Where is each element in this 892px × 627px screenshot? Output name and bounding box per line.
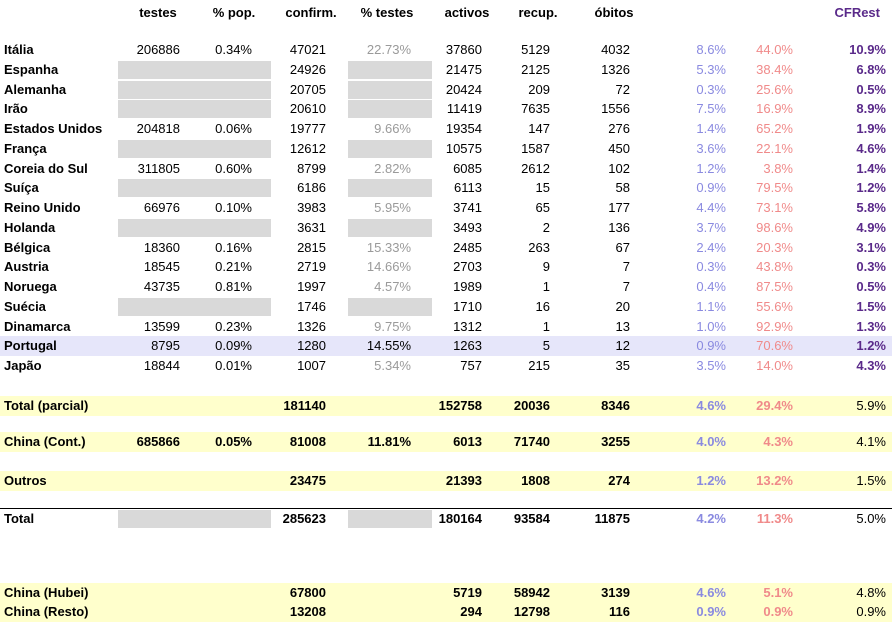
cell-p1: 4.2% [696, 511, 726, 526]
cell-activos: 757 [460, 358, 482, 373]
cell-confirm: 1007 [297, 358, 326, 373]
cell-activos: 10575 [445, 141, 482, 156]
cell-pop: 0.60% [215, 161, 252, 176]
cell-activos: 294 [460, 604, 482, 619]
cell-pop: 0.05% [215, 434, 252, 449]
cell-p2: 44.0% [756, 42, 793, 57]
cell-p1: 5.3% [696, 62, 726, 77]
empty-cell-shade [118, 81, 271, 99]
cell-recup: 12798 [513, 604, 550, 619]
cell-name: Dinamarca [4, 319, 71, 334]
cell-name: China (Cont.) [4, 434, 86, 449]
cell-p1: 0.9% [696, 338, 726, 353]
cell-recup: 93584 [513, 511, 550, 526]
cell-cfr: 6.8% [856, 62, 886, 77]
summary-row-china-resto [0, 602, 892, 622]
cell-cfr: 3.1% [856, 240, 886, 255]
cell-confirm: 24926 [289, 62, 326, 77]
cell-confirm: 81008 [289, 434, 326, 449]
cell-p2: 3.8% [763, 161, 793, 176]
cell-p2: 55.6% [756, 299, 793, 314]
cell-obitos: 8346 [601, 398, 630, 413]
cell-name: Suécia [4, 299, 46, 314]
empty-cell-shade [118, 219, 271, 237]
cell-p1: 2.4% [696, 240, 726, 255]
cell-obitos: 276 [608, 121, 630, 136]
cell-recup: 71740 [513, 434, 550, 449]
cell-p2: 92.9% [756, 319, 793, 334]
empty-cell-shade [118, 61, 271, 79]
cell-p2: 70.6% [756, 338, 793, 353]
cell-obitos: 3255 [601, 434, 630, 449]
cell-p1: 1.0% [696, 319, 726, 334]
cell-p2: 25.6% [756, 82, 793, 97]
cell-cfr: 5.9% [856, 398, 886, 413]
table-row [0, 277, 892, 297]
cell-p1: 1.2% [696, 473, 726, 488]
cell-cfr: 0.5% [856, 279, 886, 294]
cell-activos: 3741 [453, 200, 482, 215]
cell-pct: 11.81% [367, 434, 411, 449]
empty-cell-shade [118, 140, 271, 158]
cell-testes: 66976 [143, 200, 180, 215]
cell-pop: 0.10% [215, 200, 252, 215]
table-row [0, 40, 892, 60]
cell-p1: 3.6% [696, 141, 726, 156]
cell-testes: 18844 [143, 358, 180, 373]
cell-cfr: 1.2% [856, 180, 886, 195]
cell-activos: 21393 [445, 473, 482, 488]
cell-testes: 18360 [143, 240, 180, 255]
cell-activos: 2703 [453, 259, 482, 274]
cell-confirm: 1746 [297, 299, 326, 314]
cell-obitos: 12 [615, 338, 630, 353]
cell-obitos: 102 [608, 161, 630, 176]
cell-name: China (Hubei) [4, 585, 89, 600]
cell-p2: 11.3% [756, 511, 793, 526]
cell-confirm: 20610 [289, 101, 326, 116]
cell-p1: 3.7% [696, 220, 726, 235]
cell-cfr: 1.9% [856, 121, 886, 136]
cell-p2: 65.2% [756, 121, 793, 136]
cell-activos: 152758 [438, 398, 482, 413]
cell-p2: 38.4% [756, 62, 793, 77]
cell-activos: 11419 [446, 101, 482, 116]
cell-recup: 5129 [521, 42, 550, 57]
cell-p1: 0.9% [696, 604, 726, 619]
cell-recup: 1587 [521, 141, 550, 156]
cell-obitos: 177 [608, 200, 630, 215]
cell-cfr: 1.2% [856, 338, 886, 353]
cell-pop: 0.34% [215, 42, 252, 57]
cell-obitos: 274 [608, 473, 630, 488]
cell-confirm: 6186 [297, 180, 326, 195]
cell-name: Irão [4, 101, 28, 116]
cell-pct: 15.33% [366, 240, 411, 255]
cell-activos: 20424 [445, 82, 482, 97]
cell-recup: 9 [542, 259, 550, 274]
cell-activos: 1989 [453, 279, 482, 294]
cell-name: China (Resto) [4, 604, 89, 619]
cell-obitos: 72 [615, 82, 630, 97]
cell-name: Coreia do Sul [4, 161, 88, 176]
cell-testes: 43735 [143, 279, 180, 294]
cell-testes: 311805 [137, 161, 180, 176]
cell-pct: 14.66% [366, 259, 411, 274]
cell-name: Japão [4, 358, 42, 373]
cell-recup: 209 [528, 82, 550, 97]
table-row [0, 336, 892, 356]
cell-obitos: 3139 [601, 585, 630, 600]
cell-p2: 20.3% [756, 240, 793, 255]
cell-confirm: 20705 [289, 82, 326, 97]
cell-name: Total (parcial) [4, 398, 89, 413]
cell-name: Holanda [4, 220, 56, 235]
table-row [0, 178, 892, 198]
cell-name: Estados Unidos [4, 121, 103, 136]
table-row [0, 257, 892, 277]
cell-name: Portugal [4, 338, 57, 353]
table-row [0, 238, 892, 258]
cell-recup: 16 [535, 299, 550, 314]
cell-p1: 3.5% [696, 358, 726, 373]
cell-recup: 58942 [513, 585, 550, 600]
cell-name: Reino Unido [4, 200, 81, 215]
cell-p1: 4.0% [696, 434, 726, 449]
cell-obitos: 58 [615, 180, 630, 195]
cell-p2: 14.0% [756, 358, 793, 373]
cell-p1: 4.4% [696, 200, 726, 215]
cell-p1: 0.4% [696, 279, 726, 294]
cell-cfr: 1.5% [856, 299, 886, 314]
cell-recup: 1 [542, 279, 550, 294]
cell-name: Espanha [4, 62, 59, 77]
cell-confirm: 8799 [297, 161, 326, 176]
table-row [0, 119, 892, 139]
cell-cfr: 1.3% [856, 319, 886, 334]
cell-activos: 1312 [453, 319, 482, 334]
col-header-cfrest: CFRest [834, 5, 880, 20]
cell-recup: 5 [542, 338, 550, 353]
cell-testes: 8795 [151, 338, 180, 353]
table-row [0, 99, 892, 119]
cell-obitos: 11875 [594, 511, 630, 526]
cell-obitos: 7 [622, 279, 630, 294]
cell-obitos: 136 [608, 220, 630, 235]
cell-obitos: 13 [615, 319, 630, 334]
cell-p1: 4.6% [696, 585, 726, 600]
cell-confirm: 12612 [289, 141, 326, 156]
cell-activos: 6013 [453, 434, 482, 449]
cell-p1: 7.5% [696, 101, 726, 116]
cell-cfr: 4.1% [856, 434, 886, 449]
cell-recup: 2 [542, 220, 550, 235]
cell-cfr: 1.4% [856, 161, 886, 176]
cell-recup: 1 [542, 319, 550, 334]
cell-pop: 0.23% [215, 319, 252, 334]
cell-testes: 206886 [136, 42, 180, 57]
cell-activos: 1263 [453, 338, 482, 353]
cell-recup: 1808 [521, 473, 550, 488]
cell-recup: 2612 [521, 161, 550, 176]
cell-pct: 5.95% [374, 200, 411, 215]
cell-p1: 1.4% [696, 121, 726, 136]
cell-name: França [4, 141, 47, 156]
cell-confirm: 181140 [283, 398, 326, 413]
cell-testes: 18545 [143, 259, 180, 274]
cell-confirm: 2719 [297, 259, 326, 274]
cell-recup: 2125 [521, 62, 550, 77]
cell-obitos: 116 [609, 604, 630, 619]
cell-pop: 0.01% [215, 358, 252, 373]
cell-pop: 0.06% [215, 121, 252, 136]
cell-activos: 2485 [453, 240, 482, 255]
cell-name: Bélgica [4, 240, 51, 255]
summary-row-china-cont [0, 432, 892, 452]
cell-cfr: 4.6% [856, 141, 886, 156]
cell-cfr: 0.5% [856, 82, 886, 97]
cell-name: Suíça [4, 180, 39, 195]
table-row [0, 317, 892, 337]
cell-activos: 37860 [445, 42, 482, 57]
table-row [0, 60, 892, 80]
cell-pct: 5.34% [374, 358, 411, 373]
cell-pct: 2.82% [374, 161, 411, 176]
cell-cfr: 0.9% [856, 604, 886, 619]
col-header-pop: % pop. [212, 5, 256, 20]
empty-cell-shade [118, 510, 271, 528]
cell-confirm: 1997 [297, 279, 326, 294]
cell-recup: 147 [528, 121, 550, 136]
cell-confirm: 47021 [289, 42, 326, 57]
col-header-obitos: óbitos [594, 5, 634, 20]
cell-p2: 29.4% [756, 398, 793, 413]
cell-recup: 7635 [521, 101, 550, 116]
cell-cfr: 4.8% [856, 585, 886, 600]
cell-activos: 6113 [454, 180, 482, 195]
cell-activos: 21475 [445, 62, 482, 77]
cell-recup: 15 [535, 180, 550, 195]
cell-pct: 9.66% [374, 121, 411, 136]
cell-p2: 79.5% [756, 180, 793, 195]
col-header-activos: activos [444, 5, 490, 20]
cell-p2: 0.9% [763, 604, 793, 619]
cell-confirm: 19777 [289, 121, 326, 136]
cell-p2: 22.1% [756, 141, 793, 156]
cell-cfr: 4.3% [856, 358, 886, 373]
cell-cfr: 1.5% [856, 473, 886, 488]
cell-obitos: 67 [615, 240, 630, 255]
cell-pct: 4.57% [374, 279, 411, 294]
empty-cell-shade [118, 179, 271, 197]
cell-confirm: 3631 [297, 220, 326, 235]
cell-p1: 0.3% [696, 259, 726, 274]
cell-testes: 685866 [136, 434, 180, 449]
table-row [0, 297, 892, 317]
cell-p2: 4.3% [763, 434, 793, 449]
summary-row-total [0, 509, 892, 529]
col-header-confirm: confirm. [285, 5, 337, 20]
cell-recup: 263 [528, 240, 550, 255]
cell-p1: 0.9% [696, 180, 726, 195]
cell-activos: 19354 [445, 121, 482, 136]
cell-pop: 0.21% [215, 259, 252, 274]
table-row [0, 198, 892, 218]
cell-obitos: 450 [608, 141, 630, 156]
table-row [0, 159, 892, 179]
cell-activos: 3493 [453, 220, 482, 235]
cell-obitos: 35 [615, 358, 630, 373]
cell-confirm: 285623 [282, 511, 326, 526]
cell-recup: 215 [528, 358, 550, 373]
cell-cfr: 10.9% [849, 42, 886, 57]
cell-cfr: 5.0% [856, 511, 886, 526]
cell-name: Alemanha [4, 82, 67, 97]
summary-row-total-parcial [0, 396, 892, 416]
cell-p2: 87.5% [756, 279, 793, 294]
cell-p1: 1.2% [696, 161, 726, 176]
cell-activos: 1710 [453, 299, 482, 314]
empty-cell-shade [118, 298, 271, 316]
cell-pct: 9.75% [374, 319, 411, 334]
cell-pop: 0.16% [215, 240, 252, 255]
cell-p1: 1.1% [696, 299, 726, 314]
cell-confirm: 3983 [297, 200, 326, 215]
col-header-recup: recup. [518, 5, 558, 20]
cell-p1: 8.6% [696, 42, 726, 57]
summary-row-outros [0, 471, 892, 491]
cell-name: Itália [4, 42, 34, 57]
empty-cell-shade [118, 100, 271, 118]
cell-p2: 13.2% [756, 473, 793, 488]
cell-cfr: 5.8% [856, 200, 886, 215]
col-header-pct-testes: % testes [360, 5, 414, 20]
table-row [0, 218, 892, 238]
summary-row-china-hubei [0, 583, 892, 603]
cell-name: Austria [4, 259, 49, 274]
cell-confirm: 13208 [289, 604, 326, 619]
cell-testes: 204818 [136, 121, 180, 136]
cell-obitos: 20 [615, 299, 630, 314]
cell-pct: 22.73% [366, 42, 411, 57]
cell-obitos: 7 [622, 259, 630, 274]
cell-confirm: 1326 [297, 319, 326, 334]
table-row [0, 356, 892, 376]
cell-confirm: 67800 [289, 585, 326, 600]
cell-name: Outros [4, 473, 47, 488]
cell-obitos: 4032 [601, 42, 630, 57]
cell-p2: 98.6% [756, 220, 793, 235]
cell-testes: 13599 [143, 319, 180, 334]
cell-obitos: 1556 [601, 101, 630, 116]
cell-recup: 65 [535, 200, 550, 215]
cell-p1: 0.3% [696, 82, 726, 97]
cell-p2: 43.8% [756, 259, 793, 274]
cell-pop: 0.09% [215, 338, 252, 353]
cell-p2: 73.1% [756, 200, 793, 215]
cell-name: Total [4, 511, 35, 526]
cell-activos: 5719 [453, 585, 482, 600]
cell-activos: 180164 [438, 511, 482, 526]
table-row [0, 139, 892, 159]
cell-obitos: 1326 [601, 62, 630, 77]
table-row [0, 80, 892, 100]
cell-activos: 6085 [453, 161, 482, 176]
cell-pct: 14.55% [366, 338, 411, 353]
cell-cfr: 0.3% [856, 259, 886, 274]
cell-cfr: 8.9% [856, 101, 886, 116]
cell-confirm: 1280 [297, 338, 326, 353]
col-header-testes: testes [139, 5, 177, 20]
cell-p2: 16.9% [756, 101, 793, 116]
cell-p2: 5.1% [763, 585, 793, 600]
cell-confirm: 23475 [289, 473, 326, 488]
cell-recup: 20036 [513, 398, 550, 413]
cell-name: Noruega [4, 279, 57, 294]
cell-p1: 4.6% [696, 398, 726, 413]
cell-cfr: 4.9% [856, 220, 886, 235]
cell-confirm: 2815 [297, 240, 326, 255]
cell-pop: 0.81% [215, 279, 252, 294]
